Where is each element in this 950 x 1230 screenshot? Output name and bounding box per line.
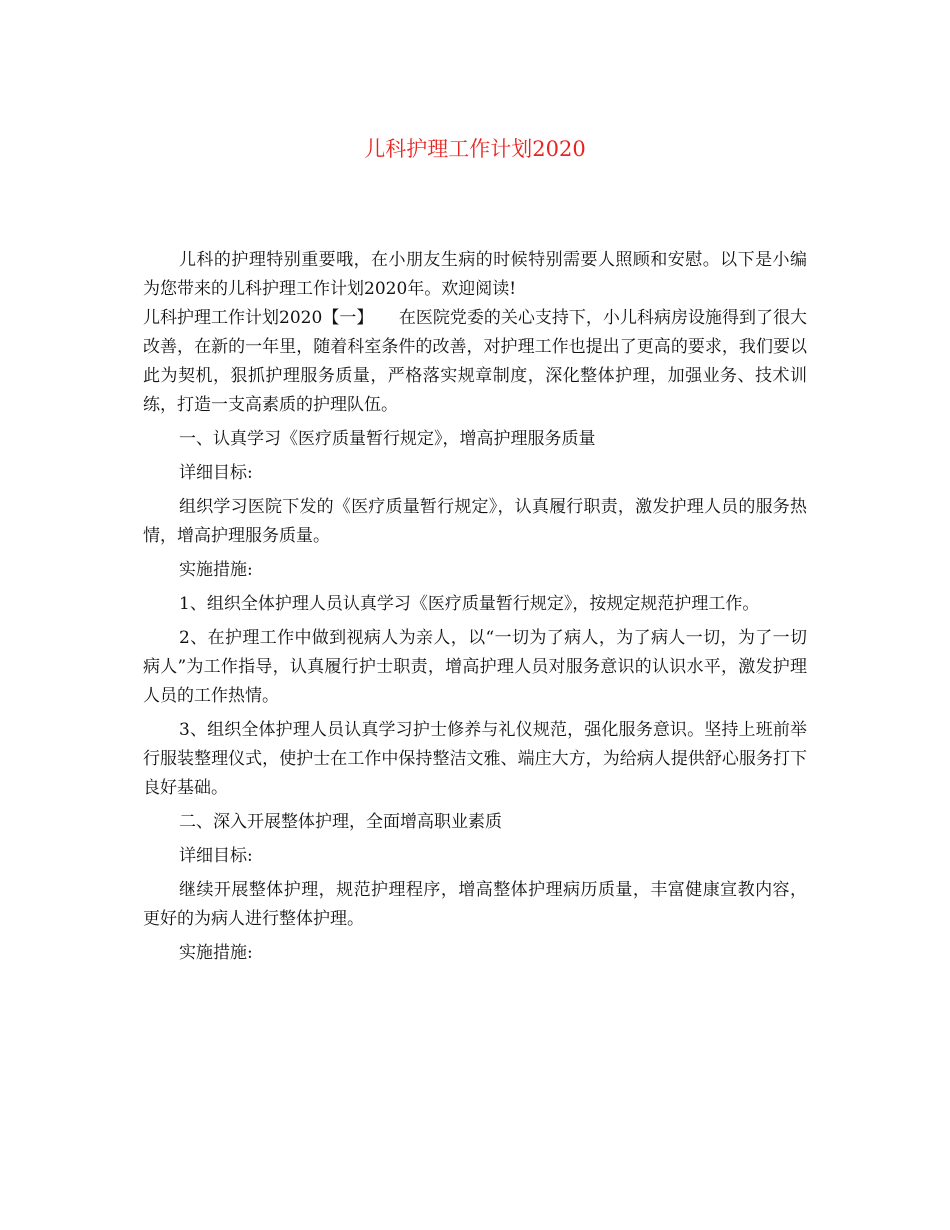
intro-paragraph: 儿科的护理特别重要哦，在小朋友生病的时候特别需要人照顾和安慰。以下是小编为您带来的儿科护理工作计划2020年。欢迎阅读! — [143, 250, 807, 299]
goal-label: 详细目标: — [179, 463, 253, 483]
measure-item-3: 3、组织全体护理人员认真学习护士修养与礼仪规范，强化服务意识。坚持上班前举行服装整理仪式，使护士在工作中保持整洁文雅、端庄大方，为给病人提供舒心服务打下良好基础。 — [143, 720, 807, 798]
measure-item-2: 2、在护理工作中做到视病人为亲人，以“一切为了病人，为了病人一切，为了一切病人”为工作指导，认真履行护士职责，增高护理人员对服务意识的认识水平，激发护理人员的工作热情。 — [143, 628, 807, 706]
document-body — [143, 246, 807, 968]
measures-label: 实施措施: — [179, 560, 253, 580]
section-heading-two: 二、深入开展整体护理，全面增高职业素质 — [179, 812, 502, 832]
plan-one-paragraph: 儿科护理工作计划2020【一】 在医院党委的关心支持下，小儿科病房设施得到了很大改善，在新的一年里，随着科室条件的改善，对护理工作也提出了更高的要求，我们要以此为契机，狠抓护理服务质量，严格落实规章制度，深化整体护理，加强业务、技术训练，打造一支高素质的护理队伍。 — [143, 308, 807, 415]
section-heading-one: 一、认真学习《医疗质量暂行规定》，增高护理服务质量 — [179, 429, 596, 449]
goal-label-two: 详细目标: — [179, 846, 253, 866]
goal-paragraph-two: 继续开展整体护理，规范护理程序，增高整体护理病历质量，丰富健康宣教内容，更好的为病人进行整体护理。 — [143, 880, 807, 929]
goal-paragraph: 组织学习医院下发的《医疗质量暂行规定》，认真履行职责，激发护理人员的服务热情，增高护理服务质量。 — [143, 497, 807, 546]
measures-label-two: 实施措施: — [179, 943, 253, 963]
document-title: 儿科护理工作计划2020 — [364, 137, 586, 161]
measure-item-1: 1、组织全体护理人员认真学习《医疗质量暂行规定》，按规定规范护理工作。 — [179, 594, 760, 614]
